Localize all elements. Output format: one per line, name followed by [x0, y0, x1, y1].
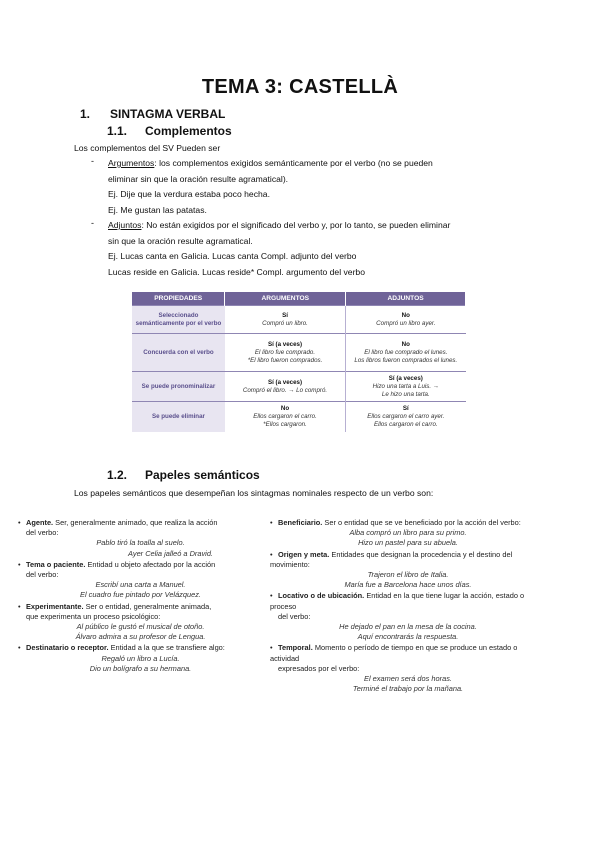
role-head: Tema o paciente. — [26, 559, 86, 569]
cell-example: Ellos cargaron el carro. — [373, 420, 438, 428]
role-item: • Destinatario o receptor. Entidad a la que se transfiere algo: Regaló un libro a Lucía. Dio un bolígrafo a su hermana. — [18, 643, 263, 674]
row-property: Concuerda con el verbo — [132, 334, 225, 372]
semantic-roles-figure — [18, 518, 546, 724]
table-row — [132, 334, 466, 372]
adjuntos-term: Adjuntos — [108, 220, 142, 230]
section-number: 1. — [80, 107, 91, 121]
cell-value: Sí (a veces) — [267, 340, 303, 348]
argumentos-term: Argumentos — [108, 158, 155, 168]
role-desc: Entidad en la que tiene lugar la acción, estado o proceso — [270, 591, 525, 611]
cell-example: Ellos cargaron el carro ayer. — [367, 412, 445, 420]
role-desc: que experimenta un proceso psicológico: — [26, 611, 161, 621]
role-desc: Entidad u objeto afectado por la acción — [87, 559, 216, 569]
argumentos-cell — [225, 334, 346, 372]
adjuntos-cell — [346, 372, 466, 402]
subsection-heading-complementos — [107, 124, 232, 138]
cell-value: No — [401, 340, 410, 348]
argumentos-example-2: Ej. Me gustan las patatas. — [108, 205, 207, 215]
table-row — [132, 402, 466, 432]
role-desc: expresados por el verbo: — [278, 663, 360, 673]
cell-example: Compró el libro. → Lo compró. — [242, 386, 328, 394]
subsection-title: Papeles semánticos — [145, 468, 260, 482]
role-desc: Ser o entidad que se ve beneficiado por la acción del verbo: — [324, 518, 521, 527]
cell-example: Los libros fueron comprados el lunes. — [354, 356, 458, 364]
role-head: Agente. — [26, 518, 54, 527]
role-example: El examen será dos horas. — [364, 674, 452, 684]
cell-value: No — [401, 311, 410, 319]
argumentos-cell — [225, 402, 346, 432]
cell-value: Sí — [282, 311, 288, 319]
cell-value: Sí (a veces) — [388, 374, 423, 382]
adjuntos-line-1 — [108, 218, 450, 234]
table-header: ADJUNTOS — [346, 292, 466, 306]
roles-right-column — [270, 518, 546, 695]
role-example: Terminé el trabajo por la mañana. — [352, 684, 464, 694]
role-item: • Beneficiario. Ser o entidad que se ve beneficiado por la acción del verbo: Alba compró un libro para su primo. Hizo un pastel para su abuela. — [270, 518, 546, 549]
cell-value: Sí (a veces) — [267, 378, 303, 386]
role-example: Álvaro admira a su profesor de Lengua. — [75, 632, 206, 642]
table-row — [132, 306, 466, 334]
adjuntos-text: : No están exigidos por el significado del verbo y, por lo tanto, se pueden eliminar — [141, 220, 451, 230]
subsection-heading-papeles — [107, 468, 260, 482]
role-example: Escribí una carta a Manuel. — [95, 580, 186, 590]
role-item: • Origen y meta. Entidades que designan la procedencia y el destino del movimiento: Trajeron el libro de Italia. María fue a Barcelona hace unos días. — [270, 550, 546, 591]
role-example: Dio un bolígrafo a su hermana. — [89, 663, 192, 673]
argumentos-cell — [225, 306, 346, 334]
role-example: María fue a Barcelona hace unos días. — [344, 580, 472, 590]
bullet-dash: - — [91, 156, 94, 166]
cell-example: Hizo una tarta a Luis. → — [372, 382, 439, 390]
role-desc: Ser, generalmente animado, que realiza la acción — [55, 518, 218, 527]
role-desc: Entidades que designan la procedencia y el destino del movimiento: — [270, 549, 513, 569]
cell-example: El libro fue comprado el lunes. — [364, 348, 448, 356]
role-example: Alba compró un libro para su primo. — [349, 528, 467, 538]
role-item: • Tema o paciente. Entidad u objeto afectado por la acción del verbo: Escribí una carta a Manuel. El cuadro fue pintado por Velázquez. — [18, 560, 263, 601]
cell-value: No — [280, 404, 290, 412]
cell-example: *El libro fueron comprados. — [247, 356, 323, 364]
role-head: Beneficiario. — [278, 518, 323, 527]
role-desc: del verbo: — [26, 570, 59, 580]
role-example: Al público le gustó el musical de otoño. — [76, 622, 205, 632]
argumentos-text: : los complementos exigidos semánticamente por el verbo (no se pueden — [154, 158, 433, 168]
table-header: ARGUMENTOS — [225, 292, 346, 306]
properties-table — [132, 292, 466, 432]
table-header: PROPIEDADES — [132, 292, 225, 306]
argumentos-example-1: Ej. Dije que la verdura estaba poco hecha. — [108, 189, 270, 199]
cell-example: Ellos cargaron el carro. — [253, 412, 317, 420]
adjuntos-cell — [346, 402, 466, 432]
role-desc: Momento o período de tiempo en que se produce un estado o actividad — [270, 643, 518, 663]
intro-paragraph: Los complementos del SV Pueden ser — [74, 143, 221, 153]
role-example: Trajeron el libro de Italia. — [367, 570, 449, 580]
row-property: Seleccionado semánticamente por el verbo — [132, 306, 225, 334]
role-item: • Agente. Ser, generalmente animado, que realiza la acción del verbo: Pablo tiró la toalla al suelo. Ayer Celia jalleó a Dravid. — [18, 518, 263, 559]
role-desc: del verbo: — [26, 528, 59, 538]
role-desc: del verbo: — [278, 611, 311, 621]
adjuntos-example-1: Ej. Lucas canta en Galicia. Lucas canta Compl. adjunto del verbo — [108, 251, 357, 261]
section-heading-1 — [80, 107, 225, 121]
role-example: Regaló un libro a Lucía. — [101, 653, 180, 663]
adjuntos-cell — [346, 334, 466, 372]
subsection-number: 1.1. — [107, 124, 128, 138]
roles-intro: Los papeles semánticos que desempeñan los sintagmas nominales respecto de un verbo son: — [74, 488, 434, 498]
table-row — [132, 372, 466, 402]
adjuntos-example-2: Lucas reside en Galicia. Lucas reside* Compl. argumento del verbo — [108, 267, 365, 277]
roles-left-column — [18, 518, 263, 675]
role-head: Locativo o de ubicación. — [278, 591, 365, 601]
section-title: SINTAGMA VERBAL — [110, 107, 226, 121]
subsection-number: 1.2. — [107, 468, 128, 482]
adjuntos-line-2: sin que la oración resulte agramatical. — [108, 236, 253, 246]
role-head: Origen y meta. — [278, 549, 330, 559]
argumentos-line-1 — [108, 156, 433, 172]
role-example: Hizo un pastel para su abuela. — [358, 538, 458, 548]
role-example: Aquí encontrarás la respuesta. — [357, 632, 459, 642]
document-title: TEMA 3: CASTELLÀ — [201, 76, 399, 98]
cell-example: Compró un libro. — [262, 319, 308, 327]
role-example: Ayer Celia jalleó a Dravid. — [128, 548, 213, 558]
argumentos-line-2: eliminar sin que la oración resulte agramatical). — [108, 174, 289, 184]
cell-example: Le hizo una tarta. — [381, 390, 430, 398]
cell-example: *Ellos cargaron. — [263, 420, 307, 428]
role-item: • Locativo o de ubicación. Entidad en la que tiene lugar la acción, estado o proceso del verbo: He dejado el pan en la mesa de la cocina. Aquí encontrarás la respuesta. — [270, 591, 546, 642]
role-example: He dejado el pan en la mesa de la cocina. — [339, 622, 477, 632]
cell-example: Compró un libro ayer. — [376, 319, 436, 327]
role-head: Experimentante. — [26, 601, 84, 611]
role-example: El cuadro fue pintado por Velázquez. — [80, 590, 201, 600]
role-item: • Experimentante. Ser o entidad, generalmente animada, que experimenta un proceso psicológico: Al público le gustó el musical de otoño. Álvaro admira a su profesor de Lengua. — [18, 602, 263, 643]
role-head: Temporal. — [278, 643, 313, 653]
cell-example: El libro fue comprado. — [254, 348, 316, 356]
bullet-dash: - — [91, 218, 94, 228]
role-example: Pablo tiró la toalla al suelo. — [96, 538, 185, 548]
role-desc: Entidad a la que se transfiere algo: — [110, 643, 225, 653]
subsection-title: Complementos — [145, 124, 232, 138]
role-item: • Temporal. Momento o período de tiempo en que se produce un estado o actividad expresados por el verbo: El examen será dos horas. Terminé el trabajo por la mañana. — [270, 643, 546, 694]
role-desc: Ser o entidad, generalmente animada, — [85, 601, 212, 611]
row-property: Se puede pronominalizar — [132, 372, 225, 402]
role-head: Destinatario o receptor. — [26, 643, 109, 653]
adjuntos-cell — [346, 306, 466, 334]
row-property: Se puede eliminar — [132, 402, 225, 432]
cell-value: Sí — [402, 404, 409, 412]
argumentos-cell — [225, 372, 346, 402]
